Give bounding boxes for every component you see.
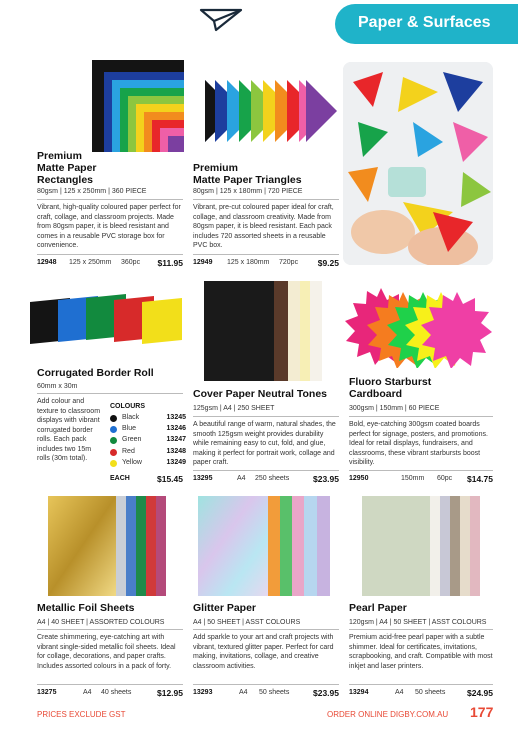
product-title-triangles: Premium Matte Paper Triangles [193,162,302,186]
colour-option-green [110,436,186,446]
product-qty: 250 sheets [255,475,290,482]
product-price: $24.95 [467,688,493,698]
product-code: 13247 [166,436,186,443]
product-price: $12.95 [157,688,183,698]
product-title-metallic: Metallic Foil Sheets [37,602,135,614]
colour-option-black [110,414,186,424]
product-spec: 120gsm | A4 | 50 SHEET | ASST COLOURS [349,619,487,626]
divider [193,199,339,200]
product-qty: 60pc [437,475,453,482]
product-size: A4 [237,475,246,482]
paper-plane-icon [198,6,244,36]
cover-paper-image [204,281,322,381]
starburst-image [343,286,493,368]
product-order-row [37,259,183,269]
order-online-link[interactable]: ORDER ONLINE DIGBY.COM.AU [327,710,449,719]
divider [193,416,339,417]
glitter-paper-image [198,496,330,596]
colours-heading: COLOURS [110,403,145,410]
divider [193,254,339,255]
triangles-image [205,80,337,142]
rectangles-image [92,60,184,152]
product-order-row [37,689,183,699]
product-description: Vibrant, pre-cut coloured paper ideal for craft, collage, and classroom creativity. Made from 80gsm paper, it is bleed resistant. Each pack includes 720 assorted sheets in a reusable PVC box. [193,204,334,249]
page-number: 177 [470,704,494,720]
product-description: Bold, eye-catching 300gsm coated boards perfect for signage, posters, and promotions. Ideal for retail displays, fundraisers, and classrooms, these vibrant starbursts boost visibility. [349,421,488,466]
colour-name: Blue [122,425,137,432]
colour-option-red [110,448,186,458]
border-roll-image [30,292,188,354]
product-description: Create shimmering, eye-catching art with vibrant single-sided metallic foil sheets. Ideal for collage, decorations, and paper crafts. Includes assorted colours in a pack of forty. [37,634,176,670]
product-price: $14.75 [467,474,493,484]
product-price: $23.95 [313,688,339,698]
product-size: 125 x 250mm [69,259,112,266]
product-spec: 125gsm | A4 | 250 SHEET [193,405,275,412]
product-code: 12949 [193,259,213,266]
product-code: 13248 [166,448,186,455]
divider [37,629,183,630]
divider [349,629,493,630]
product-title-pearl: Pearl Paper [349,602,407,614]
product-code: 13249 [166,459,186,466]
product-title-starburst: Fluoro Starburst Cardboard [349,376,432,400]
product-qty: 40 sheets [101,689,132,696]
product-qty: 50 sheets [259,689,290,696]
each-label: EACH [110,475,130,482]
colour-option-yellow [110,459,186,469]
product-code: 13246 [166,425,186,432]
section-title: Paper & Surfaces [358,14,491,31]
product-price: $11.95 [157,258,183,268]
product-code: 13295 [193,475,213,482]
product-spec: 300gsm | 150mm | 60 PIECE [349,405,440,412]
product-code: 13275 [37,689,57,696]
product-code: 13293 [193,689,213,696]
product-qty: 50 sheets [415,689,446,696]
product-description: Premium acid-free pearl paper with a subtle shimmer. Ideal for certificates, invitations, scrapbooking, and craft. Compatible with most inkjet and laser printers. [349,634,493,670]
divider [37,254,183,255]
product-spec: 80gsm | 125 x 250mm | 360 PIECE [37,188,147,195]
divider [349,684,493,685]
product-size: A4 [83,689,92,696]
colour-swatch [110,437,117,444]
product-description: Add colour and texture to classroom displays with vibrant corrugated border rolls. Each pack includes two 15m rolls (30m total). [37,398,101,462]
product-qty: 720pc [279,259,299,266]
craft-activity-photo [343,62,493,265]
product-spec: A4 | 50 SHEET | ASST COLOURS [193,619,301,626]
product-order-row [110,475,183,485]
divider [37,199,183,200]
product-price: $23.95 [313,474,339,484]
product-spec: 60mm x 30m [37,383,78,390]
product-title-border-roll: Corrugated Border Roll [37,367,154,379]
price-note: PRICES EXCLUDE GST [37,710,126,719]
colour-name: Black [122,414,140,421]
product-title-glitter: Glitter Paper [193,602,257,614]
colour-swatch [110,460,117,467]
divider [37,684,183,685]
divider [193,470,339,471]
product-qty: 360pc [121,259,141,266]
product-order-row [193,689,339,699]
colour-swatch [110,426,117,433]
product-spec: A4 | 40 SHEET | ASSORTED COLOURS [37,619,165,626]
product-code: 13294 [349,689,369,696]
product-title-cover-paper: Cover Paper Neutral Tones [193,388,328,400]
page-header [0,0,518,46]
product-description: A beautiful range of warm, natural shades, the smooth 125gsm weight provides durability while remaining easy to cut, fold, and glue, making it perfect for portrait work, collage and paper craft. [193,421,336,466]
colour-name: Red [122,448,135,455]
product-description: Add sparkle to your art and craft projects with vibrant, textured glitter paper. Perfect for card making, invitations, collage, and creative classroom activities. [193,634,334,670]
product-order-row [193,259,339,269]
divider [193,684,339,685]
product-title-rectangles: Premium Matte Paper Rectangles [37,150,97,186]
product-code: 12948 [37,259,57,266]
divider [37,393,183,394]
divider [193,629,339,630]
product-order-row [349,689,493,699]
product-description: Vibrant, high-quality coloured paper perfect for craft, collage, and classroom projects. Made from 80gsm paper, it is bleed resistant and comes in a reusable PVC storage box for convenience. [37,204,181,249]
product-size: A4 [239,689,248,696]
divider [349,470,493,471]
colour-swatch [110,449,117,456]
product-size: 125 x 180mm [227,259,270,266]
colour-name: Yellow [122,459,142,466]
product-price: $9.25 [317,258,339,268]
divider [349,416,493,417]
product-size: 150mm [401,475,425,482]
product-order-row [349,475,493,485]
metallic-foil-image [48,496,166,596]
colour-name: Green [122,436,142,443]
product-order-row [193,475,339,485]
product-spec: 80gsm | 125 x 180mm | 720 PIECE [193,188,303,195]
product-size: A4 [395,689,404,696]
colour-swatch [110,415,117,422]
colour-option-blue [110,425,186,435]
pearl-paper-image [362,496,480,596]
product-price: $15.45 [157,474,183,484]
product-code: 13245 [166,414,186,421]
product-code: 12950 [349,475,369,482]
